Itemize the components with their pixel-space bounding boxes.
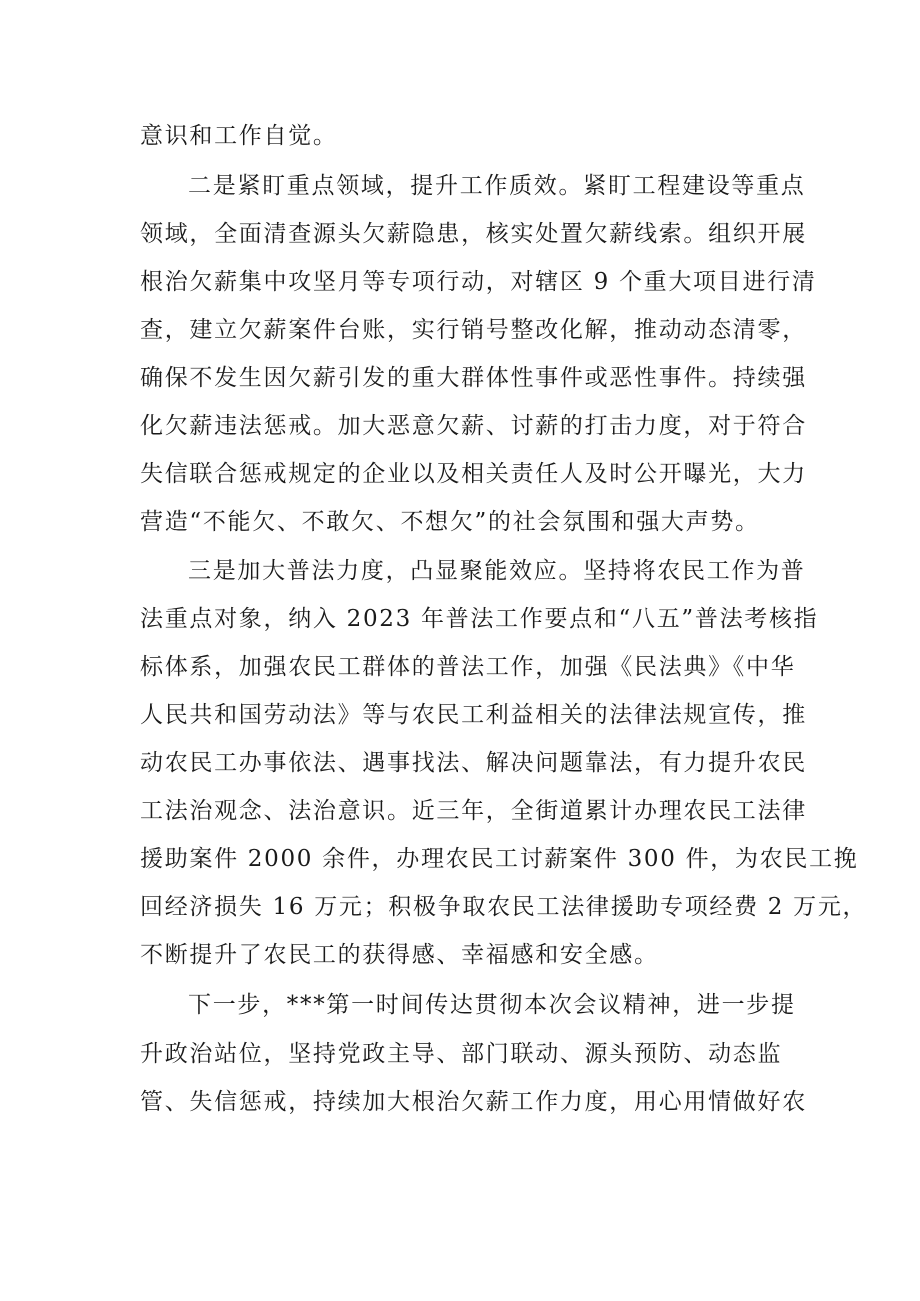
text-line: 二是紧盯重点领域，提升工作质效。紧盯工程建设等重点 xyxy=(188,173,806,199)
text-line: 标体系，加强农民工群体的普法工作，加强《民法典》《中华 xyxy=(140,654,796,680)
text-line: 营造“不能欠、不敢欠、不想欠”的社会氛围和强大声势。 xyxy=(140,509,760,535)
text-line: 不断提升了农民工的获得感、幸福感和安全感。 xyxy=(140,942,659,968)
text-line: 援助案件 2000 余件，办理农民工讨薪案件 300 件，为农民工挽 xyxy=(140,846,859,872)
text-line: 三是加大普法力度，凸显聚能效应。坚持将农民工作为普 xyxy=(188,558,806,584)
text-line: 领域，全面清查源头欠薪隐患，核实处置欠薪线索。组织开展 xyxy=(140,221,807,247)
text-line: 工法治观念、法治意识。近三年，全街道累计办理农民工法律 xyxy=(140,798,807,824)
text-line: 回经济损失 16 万元；积极争取农民工法律援助专项经费 2 万元， xyxy=(140,894,868,920)
text-line: 人民共和国劳动法》等与农民工利益相关的法律法规宣传，推 xyxy=(140,702,807,728)
text-line: 下一步，***第一时间传达贯彻本次会议精神，进一步提 xyxy=(188,992,796,1018)
text-line: 查，建立欠薪案件台账，实行销号整改化解，推动动态清零， xyxy=(140,317,807,343)
text-line: 化欠薪违法惩戒。加大恶意欠薪、讨薪的打击力度，对于符合 xyxy=(140,413,807,439)
text-line: 法重点对象，纳入 2023 年普法工作要点和“八五”普法考核指 xyxy=(140,606,819,632)
text-line: 动农民工办事依法、遇事找法、解决问题靠法，有力提升农民 xyxy=(140,750,807,776)
text-line: 失信联合惩戒规定的企业以及相关责任人及时公开曝光，大力 xyxy=(140,461,807,487)
text-line: 管、失信惩戒，持续加大根治欠薪工作力度，用心用情做好农 xyxy=(140,1089,807,1115)
text-line: 根治欠薪集中攻坚月等专项行动，对辖区 9 个重大项目进行清 xyxy=(140,269,817,295)
text-line: 意识和工作自觉。 xyxy=(140,123,338,149)
text-line: 确保不发生因欠薪引发的重大群体性事件或恶性事件。持续强 xyxy=(140,365,807,391)
text-line: 升政治站位，坚持党政主导、部门联动、源头预防、动态监 xyxy=(140,1041,783,1067)
